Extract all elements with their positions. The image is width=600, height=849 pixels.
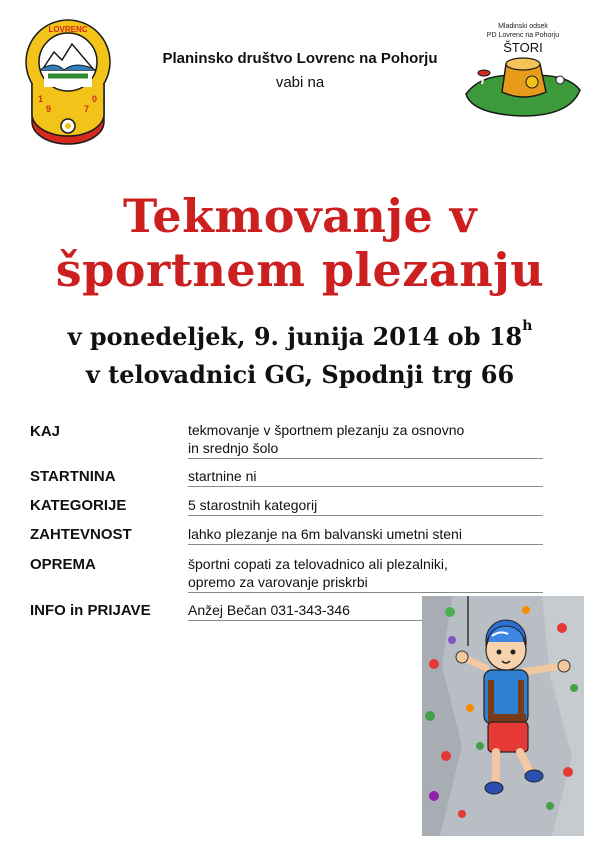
invites-text: vabi na: [275, 74, 325, 91]
detail-value-kaj: [188, 421, 543, 459]
detail-value-line: tekmovanje v športnem plezanju za osnovno: [188, 422, 465, 438]
svg-text:Mladinski odsek: Mladinski odsek: [498, 23, 548, 30]
detail-label-info: INFO in PRIJAVE: [30, 602, 151, 619]
detail-value-info: [188, 601, 423, 621]
detail-label-startnina: STARTNINA: [30, 468, 116, 485]
detail-label-kategorije: KATEGORIJE: [30, 497, 127, 514]
event-date: [0, 318, 600, 351]
detail-value-oprema: [188, 555, 543, 593]
detail-value-line: Anžej Bečan 031-343-346: [188, 602, 350, 618]
svg-text:1: 1: [38, 94, 44, 104]
event-date-text: v ponedeljek, 9. junija 2014 ob 18: [67, 322, 523, 351]
stori-logo: [462, 18, 584, 122]
climbing-kid-illustration: [422, 596, 584, 836]
event-location: v telovadnici GG, Spodnji trg 66: [85, 360, 515, 389]
detail-value-line: športni copati za telovadnico ali plezalniki,: [188, 556, 448, 572]
detail-value-line: opremo za varovanje priskrbi: [188, 574, 368, 590]
detail-value-line: lahko plezanje na 6m balvanski umetni steni: [188, 526, 462, 542]
svg-text:0: 0: [92, 94, 98, 104]
svg-text:9: 9: [46, 104, 52, 114]
detail-label-zahtevnost: ZAHTEVNOST: [30, 526, 132, 543]
organization-name: Planinsko društvo Lovrenc na Pohorju: [162, 50, 438, 67]
pd-lovrenc-logo: [24, 14, 112, 146]
svg-text:ŠTORI: ŠTORI: [503, 40, 543, 55]
detail-value-line: in srednjo šolo: [188, 440, 279, 456]
detail-value-line: startnine ni: [188, 468, 257, 484]
detail-value-kategorije: [188, 496, 543, 516]
detail-value-startnina: [188, 467, 543, 487]
detail-label-oprema: OPREMA: [30, 556, 96, 573]
event-title-line1: Tekmovanje v: [122, 189, 478, 243]
detail-value-line: 5 starostnih kategorij: [188, 497, 318, 513]
svg-text:PD Lovrenc na Pohorju: PD Lovrenc na Pohorju: [486, 32, 560, 39]
event-date-hour-suffix: h: [522, 318, 533, 334]
event-title-line2: športnem plezanju: [55, 243, 545, 297]
svg-text:LOVRENC: LOVRENC: [48, 25, 88, 34]
svg-text:7: 7: [84, 104, 90, 114]
detail-value-zahtevnost: [188, 525, 543, 545]
detail-label-kaj: KAJ: [30, 423, 61, 440]
